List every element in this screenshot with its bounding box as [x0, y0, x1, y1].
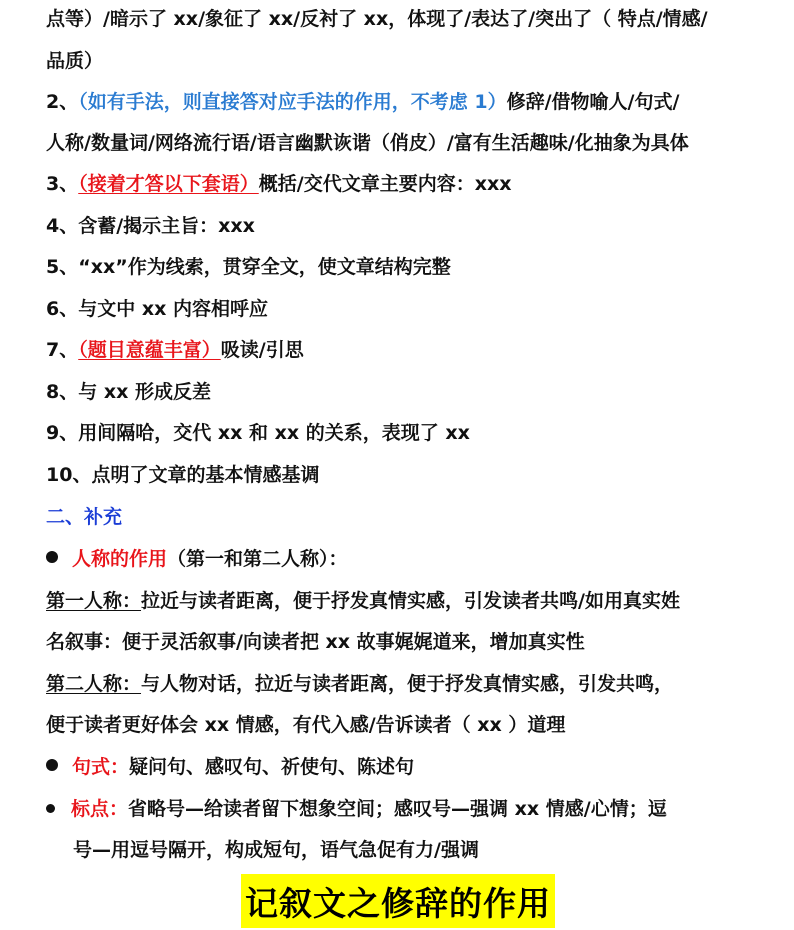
- person-label: 人称的作用: [72, 548, 168, 570]
- text-line-4: 人称/数量词/网络流行语/语言幽默诙谐（俏皮）/富有生活趣味/化抽象为具体: [46, 132, 689, 154]
- second-person-text: 与人物对话，拉近与读者距离，便于抒发真情实感，引发共鸣，: [141, 673, 674, 695]
- first-person-line: [46, 588, 764, 614]
- sentence-label: 句式：: [72, 756, 130, 778]
- first-person-line-2: 名叙事：便于灵活叙事/向读者把 xx 故事娓娓道来，增加真实性: [46, 631, 585, 653]
- item-2-note: （如有手法，则直接答对应手法的作用，不考虑 1）: [78, 91, 507, 113]
- punct-text: 省略号—给读者留下想象空间；感叹号—强调 xx 情感/心情；逗: [128, 798, 667, 820]
- second-person-line-2: 便于读者更好体会 xx 情感，有代入感/告诉读者（ xx ）道理: [46, 714, 566, 736]
- text-line-1: 点等）/暗示了 xx/象征了 xx/反衬了 xx，体现了/表达了/突出了（ 特点/情感/: [46, 8, 708, 30]
- first-person-label: 第一人称：: [46, 590, 142, 612]
- second-person-line: [46, 671, 764, 697]
- section-heading: 记叙文之修辞的作用: [241, 874, 555, 928]
- bullet-icon: [46, 804, 55, 813]
- item-6-line: 6、与文中 xx 内容相呼应: [46, 298, 268, 320]
- punct-bullet-line: [46, 796, 764, 822]
- item-3-line: [46, 171, 764, 197]
- item-10-line: 10、点明了文章的基本情感基调: [46, 464, 320, 486]
- item-2-line: [46, 89, 764, 115]
- punct-label: 标点：: [71, 798, 129, 820]
- person-label-suffix: （第一和第二人称）：: [167, 548, 348, 570]
- bullet-icon: [46, 759, 58, 771]
- item-2-text: 修辞/借物喻人/句式/: [506, 91, 680, 113]
- person-bullet-line: [46, 546, 764, 572]
- bullet-icon: [46, 551, 58, 563]
- item-5-line: 5、“xx”作为线索，贯穿全文，使文章结构完整: [46, 256, 451, 278]
- first-person-text: 拉近与读者距离，便于抒发真情实感，引发读者共鸣/如用真实姓: [141, 590, 680, 612]
- item-3-note: （接着才答以下套语）: [78, 173, 259, 195]
- item-number: 7、: [46, 339, 79, 361]
- sentence-text: 疑问句、感叹句、祈使句、陈述句: [129, 756, 415, 778]
- sentence-bullet-line: [46, 754, 764, 780]
- punct-line-2: 号—用逗号隔开，构成短句，语气急促有力/强调: [73, 839, 479, 861]
- item-7-note: （题目意蕴丰富）: [78, 339, 221, 361]
- item-number: 3、: [46, 173, 79, 195]
- item-number: 2、: [46, 91, 79, 113]
- item-8-line: 8、与 xx 形成反差: [46, 381, 211, 403]
- text-line-2: 品质）: [46, 50, 104, 72]
- item-7-text: 吸读/引思: [220, 339, 304, 361]
- second-person-label: 第二人称：: [46, 673, 142, 695]
- item-9-line: 9、用间隔哈，交代 xx 和 xx 的关系，表现了 xx: [46, 422, 470, 444]
- item-3-text: 概括/交代文章主要内容：xxx: [258, 173, 512, 195]
- item-4-line: 4、含蓄/揭示主旨：xxx: [46, 215, 255, 237]
- item-7-line: [46, 337, 764, 363]
- section-title: 二、补充: [46, 506, 123, 528]
